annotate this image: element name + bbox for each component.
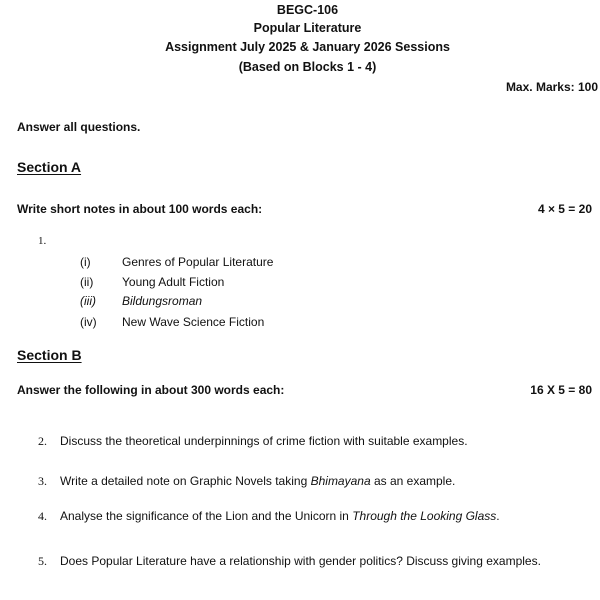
sub-item-text: Young Adult Fiction: [122, 275, 225, 289]
question-3-text-end: as an example.: [370, 474, 456, 488]
section-a-heading: Section A: [17, 159, 82, 175]
sub-item-text: New Wave Science Fiction: [122, 315, 265, 329]
general-instruction: Answer all questions.: [17, 120, 141, 134]
course-code: BEGC-106: [276, 3, 339, 17]
question-3-text: [60, 474, 455, 488]
sub-item-text: Genres of Popular Literature: [122, 255, 274, 269]
question-number-4: 4.: [38, 509, 47, 523]
sub-item-label: (i): [80, 255, 91, 269]
question-4-text: [60, 509, 500, 523]
question-number-3: 3.: [38, 474, 47, 488]
question-2-text: Discuss the theoretical underpinnings of crime fiction with suitable examples.: [60, 434, 468, 448]
question-number-2: 2.: [38, 434, 47, 448]
section-a-marks: 4 × 5 = 20: [537, 202, 592, 216]
question-5-text: Does Popular Literature have a relationship with gender politics? Discuss giving examples.: [60, 554, 541, 568]
sub-item-label: (iii): [80, 294, 96, 308]
section-b-marks: 16 X 5 = 80: [530, 383, 592, 397]
section-b-heading: Section B: [17, 347, 82, 363]
question-number-5: 5.: [38, 554, 47, 568]
question-3-emphasis: Bhimayana: [310, 474, 371, 488]
assignment-sessions: Assignment July 2025 & January 2026 Sessions: [165, 40, 450, 54]
section-a-prompt: Write short notes in about 100 words each:: [17, 202, 263, 216]
sub-item-label: (iv): [80, 315, 97, 329]
section-b-prompt: Answer the following in about 300 words each:: [17, 383, 285, 397]
question-4-text-end: .: [496, 509, 500, 523]
question-4-emphasis: Through the Looking Glass: [352, 509, 497, 523]
course-title: Popular Literature: [253, 21, 362, 35]
sub-item-label: (ii): [80, 275, 94, 289]
sub-item-text: Bildungsroman: [122, 294, 203, 308]
blocks-note: (Based on Blocks 1 - 4): [238, 60, 377, 74]
max-marks: Max. Marks: 100: [505, 80, 598, 94]
question-3-text-start: Write a detailed note on Graphic Novels taking: [60, 474, 311, 488]
question-number-1: 1.: [38, 235, 47, 247]
question-4-text-start: Analyse the significance of the Lion and the Unicorn in: [60, 509, 353, 523]
